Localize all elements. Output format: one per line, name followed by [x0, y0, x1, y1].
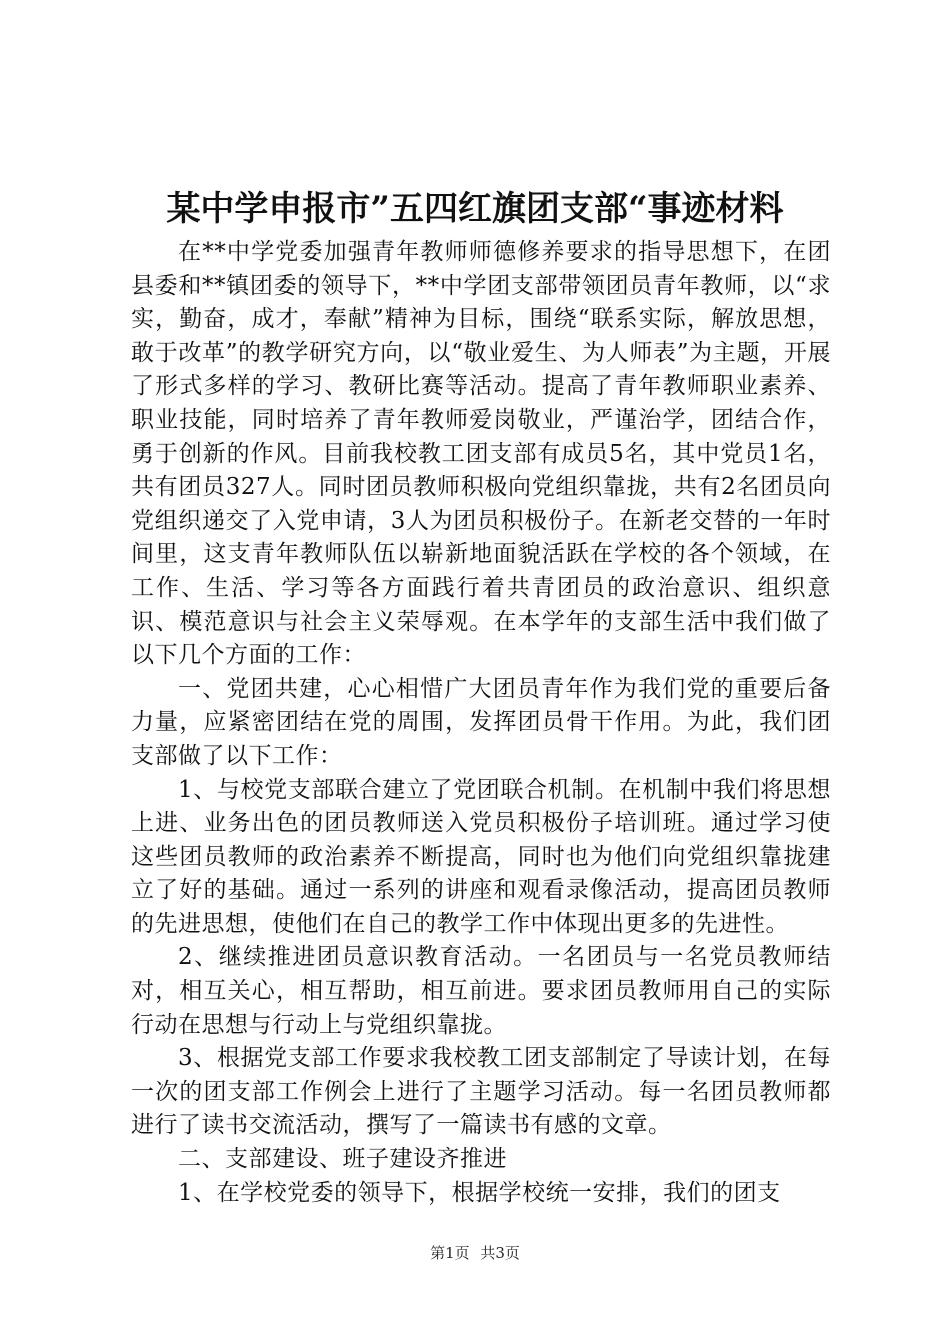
paragraph-item-1: 1、与校党支部联合建立了党团联合机制。在机制中我们将思想上进、业务出色的团员教师送入党员积极份子培训班。通过学习使这些团员教师的政治素养不断提高，同时也为他们向党组织靠拢建立了好的基础。通过一系列的讲座和观看录像活动，提高团员教师的先进思想，使他们在自己的教学工作中体现出更多的先进性。 — [131, 776, 831, 937]
paragraph-section-2-heading: 二、支部建设、班子建设齐推进 — [178, 1146, 507, 1173]
document-body — [131, 236, 831, 1210]
document-title: 某中学申报市”五四红旗团支部“事迹材料 — [166, 189, 784, 229]
paragraph-section-2-item-1: 1、在学校党委的领导下，根据学校统一安排，我们的团支 — [178, 1179, 781, 1206]
paragraph-section-1-heading: 一、党团共建，心心相惜广大团员青年作为我们党的重要后备力量，应紧密团结在党的周围，发挥团员骨干作用。为此，我们团支部做了以下工作： — [131, 675, 831, 769]
page-footer — [0, 1243, 950, 1263]
paragraph-intro: 在**中学党委加强青年教师师德修养要求的指导思想下，在团县委和**镇团委的领导下，**中学团支部带领团员青年教师，以“求实，勤奋，成才，奉献”精神为目标，围绕“联系实际，解放思想，敢于改革”的教学研究方向，以“敬业爱生、为人师表”为主题，开展了形式多样的学习、教研比赛等活动。提高了青年教师职业素养、职业技能，同时培养了青年教师爱岗敬业，严谨治学，团结合作，勇于创新的作风。目前我校教工团支部有成员5名，其中党员1名，共有团员327人。同时团员教师积极向党组织靠拢，共有2名团员向党组织递交了入党申请，3人为团员积极份子。在新老交替的一年时间里，这支青年教师队伍以崭新地面貌活跃在学校的各个领域，在工作、生活、学习等各方面践行着共青团员的政治意识、组织意识、模范意识与社会主义荣辱观。在本学年的支部生活中我们做了以下几个方面的工作： — [131, 239, 831, 669]
paragraph-item-3: 3、根据党支部工作要求我校教工团支部制定了导读计划，在每一次的团支部工作例会上进行了主题学习活动。每一名团员教师都进行了读书交流活动，撰写了一篇读书有感的文章。 — [131, 1045, 831, 1139]
page-total: 共3页 — [480, 1244, 520, 1262]
paragraph-item-2: 2、继续推进团员意识教育活动。一名团员与一名党员教师结对，相互关心，相互帮助，相互前进。要求团员教师用自己的实际行动在思想与行动上与党组织靠拢。 — [131, 944, 831, 1038]
page-number: 第1页 — [430, 1244, 470, 1262]
